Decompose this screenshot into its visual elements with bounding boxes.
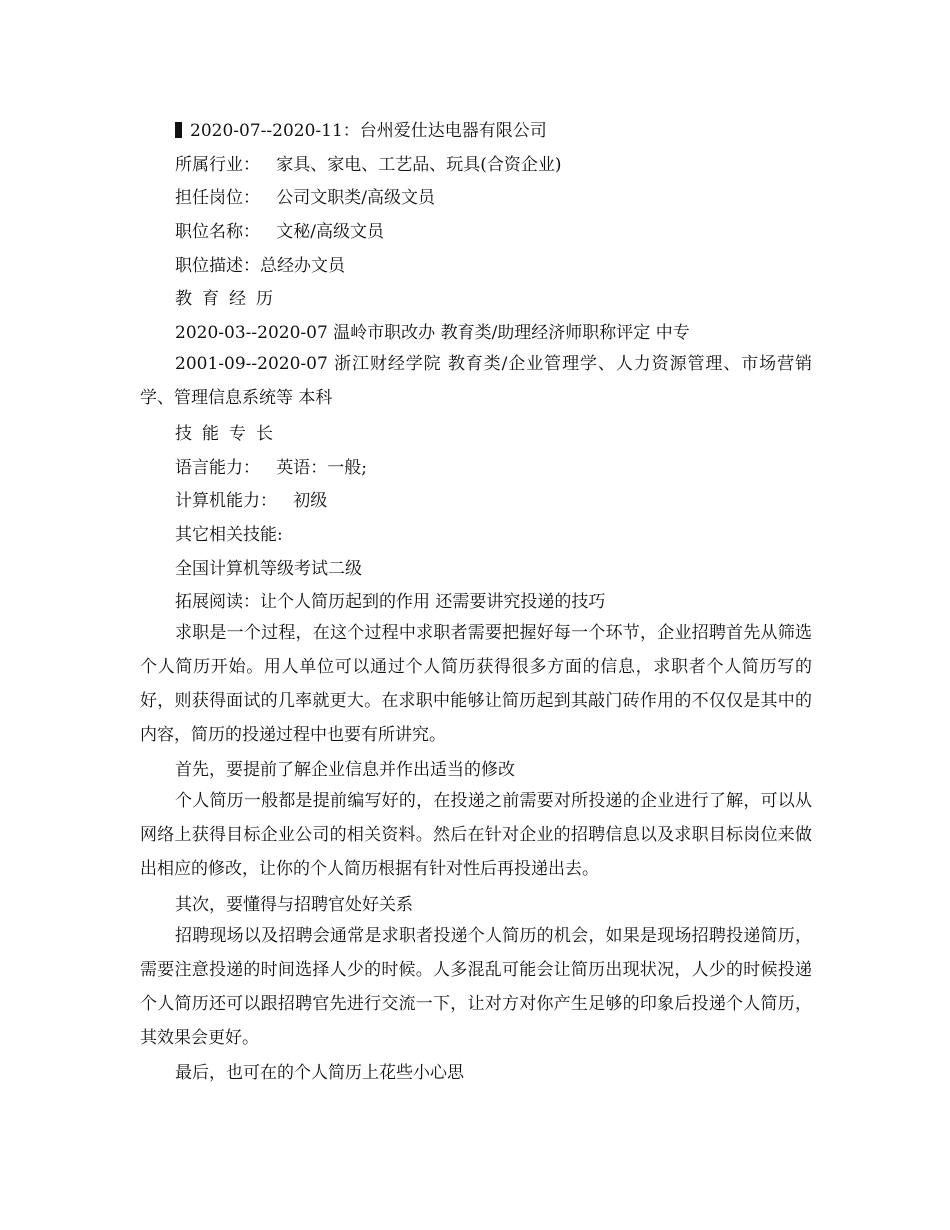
article-subheading: 首先，要提前了解企业信息并作出适当的修改 bbox=[175, 760, 515, 780]
article-paragraph: 求职是一个过程，在这个过程中求职者需要把握好每一个环节，企业招聘首先从筛选个人简历开始。用人单位可以通过个人简历获得很多方面的信息，求职者个人简历写的好，则获得面试的几率就更大。在求职中能够让简历起到其敲门砖作用的不仅仅是其中的内容，简历的投递过程中也要有所讲究。 bbox=[140, 623, 812, 745]
bullet-square-icon bbox=[175, 122, 182, 138]
other-skills-item: 全国计算机等级考试二级 bbox=[175, 559, 362, 579]
job-title-line: 职位名称： 文秘/高级文员 bbox=[175, 222, 384, 242]
article-subheading: 最后，也可在的个人简历上花些小心思 bbox=[175, 1063, 464, 1083]
education-entry: 2020-03--2020-07 温岭市职改办 教育类/助理经济师职称评定 中专 bbox=[175, 323, 690, 343]
extended-reading-title: 拓展阅读：让个人简历起到的作用 还需要讲究投递的技巧 bbox=[175, 592, 606, 612]
job-header bbox=[175, 121, 547, 141]
education-entry: 2001-09--2020-07 浙江财经学院 教育类/企业管理学、人力资源管理、市场营销学、管理信息系统等 本科 bbox=[140, 354, 812, 408]
job-description-line: 职位描述：总经办文员 bbox=[175, 256, 345, 276]
industry-line: 所属行业： 家具、家电、工艺品、玩具(合资企业) bbox=[175, 155, 562, 175]
computer-skill-line: 计算机能力： 初级 bbox=[175, 491, 328, 511]
article-subheading: 其次，要懂得与招聘官处好关系 bbox=[175, 895, 413, 915]
position-line: 担任岗位： 公司文职类/高级文员 bbox=[175, 188, 435, 208]
article-paragraph: 个人简历一般都是提前编写好的，在投递之前需要对所投递的企业进行了解，可以从网络上获得目标企业公司的相关资料。然后在针对企业的招聘信息以及求职目标岗位来做出相应的修改，让你的个人简历根据有针对性后再投递出去。 bbox=[140, 791, 812, 879]
language-skill-line: 语言能力： 英语：一般; bbox=[175, 458, 367, 478]
article-paragraph: 招聘现场以及招聘会通常是求职者投递个人简历的机会，如果是现场招聘投递简历，需要注意投递的时间选择人少的时候。人多混乱可能会让简历出现状况，人少的时候投递个人简历还可以跟招聘官先进行交流一下，让对方对你产生足够的印象后投递个人简历，其效果会更好。 bbox=[140, 926, 812, 1048]
job-header-text: 2020-07--2020-11：台州爱仕达电器有限公司 bbox=[190, 121, 547, 141]
other-skills-label: 其它相关技能: bbox=[175, 525, 283, 545]
skills-heading: 技能专长 bbox=[175, 424, 283, 444]
education-heading: 教育经历 bbox=[175, 289, 283, 309]
